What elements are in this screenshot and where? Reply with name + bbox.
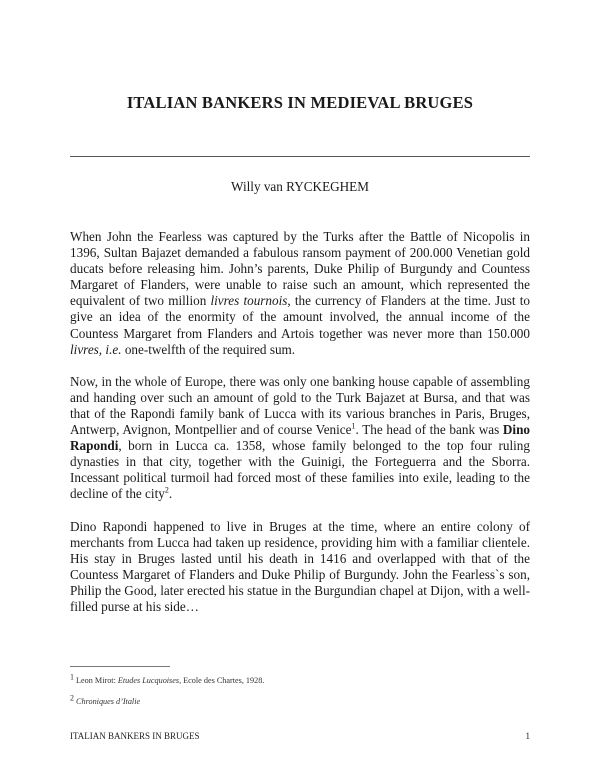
emphasis-livres-tournois: livres tournois — [210, 293, 288, 309]
running-title: ITALIAN BANKERS IN BRUGES — [70, 731, 200, 741]
author-name: Willy van RYCKEGHEM — [231, 179, 369, 194]
footnote-1: $^1$ Leon Mirot: Etudes Lucquoises, Ecole des Chartes, 1928. — [70, 672, 265, 685]
paragraph-1: When John the Fearless was captured by the Turks after the Battle of Nicopolis in 1396, Sultan Bajazet demanded a fabulous ransom payment of 200.000 Venetian gold ducats before releasing him. John’s parents, Duke Philip of Burgundy and Countess Margaret of Flanders, were unable to raise such an amount, which represented the equivalent of two million livres tournois, the currency of Flanders at the time. Just to give an idea of the enormity of the amount involved, the annual income of the Countess Margaret from Flanders and Artois together was never more than 150.000 livres, i.e. one-twelfth of the required sum. — [70, 229, 531, 357]
footnote-ref-2: 2 — [164, 486, 169, 496]
page-number: 1 — [525, 731, 530, 741]
document-title: ITALIAN BANKERS IN MEDIEVAL BRUGES — [126, 93, 474, 112]
paragraph-2: Now, in the whole of Europe, there was only one banking house capable of assembling and handing over such an amount of gold to the Turk Bajazet at Bursa, and that was that of the Rapondi family bank of Lucca with its various branches in Paris, Bruges, Antwerp, Avignon, Montpellier and of course Venice$^1$. The head of the bank was Dino Rapondi, born in Lucca ca. 1358, whose family belonged to the top four ruling dynasties in that city, together with the Guinigi, the Forteguerra and the Sborra. Incessant political turmoil had forced most of these families into exile, leading to the decline of the city$^2$. — [70, 373, 531, 502]
footnote-divider — [70, 666, 170, 667]
title-divider — [70, 156, 530, 157]
footnote-ref-1: 1 — [351, 421, 356, 431]
bold-dino-rapondi: Dino Rapondi — [70, 422, 531, 454]
body-text — [70, 229, 530, 631]
page-footer — [70, 731, 530, 741]
footnote-2: $^2$ Chroniques d’Italie — [70, 693, 141, 706]
paragraph-3: Dino Rapondi happened to live in Bruges at the time, where an entire colony of merchants from Lucca had taken up residence, providing him with a familiar clientele. His stay in Bruges lasted until his death in 1416 and overlapped with that of the Countess Margaret of Flanders and Duke Philip of Burgundy. John the Fearless`s son, Philip the Good, later erected his statue in the Burgundian chapel at Dijon, with a well-filled purse at his side… — [70, 518, 530, 614]
emphasis-livres-ie: livres, i.e. — [70, 341, 122, 357]
